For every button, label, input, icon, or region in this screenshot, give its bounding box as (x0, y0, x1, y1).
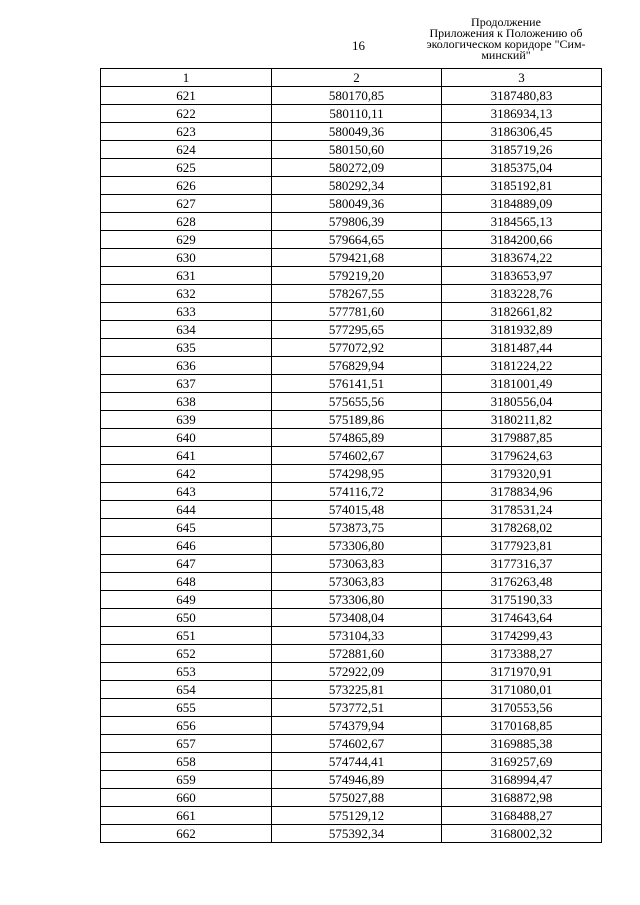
point-number-cell: 653 (101, 663, 272, 681)
x-coordinate-cell: 574602,67 (272, 735, 442, 753)
point-number-cell: 633 (101, 303, 272, 321)
table-header-row (101, 69, 602, 87)
y-coordinate-cell: 3171080,01 (442, 681, 602, 699)
table-row (101, 321, 602, 339)
y-coordinate-cell: 3181932,89 (442, 321, 602, 339)
table-row (101, 393, 602, 411)
y-coordinate-cell: 3182661,82 (442, 303, 602, 321)
y-coordinate-cell: 3178834,96 (442, 483, 602, 501)
x-coordinate-cell: 577072,92 (272, 339, 442, 357)
point-number-cell: 625 (101, 159, 272, 177)
y-coordinate-cell: 3184200,66 (442, 231, 602, 249)
y-coordinate-cell: 3174299,43 (442, 627, 602, 645)
x-coordinate-cell: 580170,85 (272, 87, 442, 105)
table-row (101, 357, 602, 375)
x-coordinate-cell: 573772,51 (272, 699, 442, 717)
table-row (101, 429, 602, 447)
y-coordinate-cell: 3177316,37 (442, 555, 602, 573)
y-coordinate-cell: 3176263,48 (442, 573, 602, 591)
header-line: экологическом коридоре "Сим- (426, 37, 586, 51)
x-coordinate-cell: 573873,75 (272, 519, 442, 537)
point-number-cell: 641 (101, 447, 272, 465)
point-number-cell: 635 (101, 339, 272, 357)
y-coordinate-cell: 3173388,27 (442, 645, 602, 663)
table-body (101, 87, 602, 843)
x-coordinate-cell: 573306,80 (272, 537, 442, 555)
point-number-cell: 627 (101, 195, 272, 213)
table-row (101, 195, 602, 213)
x-coordinate-cell: 580292,34 (272, 177, 442, 195)
table-row (101, 339, 602, 357)
x-coordinate-cell: 574744,41 (272, 753, 442, 771)
point-number-cell: 660 (101, 789, 272, 807)
point-number-cell: 643 (101, 483, 272, 501)
header-line: Приложения к Положению об (429, 26, 583, 40)
y-coordinate-cell: 3168002,32 (442, 825, 602, 843)
x-coordinate-cell: 573104,33 (272, 627, 442, 645)
page-number: 16 (352, 38, 365, 53)
table-row (101, 267, 602, 285)
coordinates-table (100, 68, 602, 843)
point-number-cell: 632 (101, 285, 272, 303)
y-coordinate-cell: 3178268,02 (442, 519, 602, 537)
table-row (101, 663, 602, 681)
table-row (101, 483, 602, 501)
column-header-y: 3 (442, 69, 602, 87)
table-row (101, 213, 602, 231)
table-row (101, 159, 602, 177)
x-coordinate-cell: 575189,86 (272, 411, 442, 429)
point-number-cell: 630 (101, 249, 272, 267)
column-header-x: 2 (272, 69, 442, 87)
y-coordinate-cell: 3168872,98 (442, 789, 602, 807)
point-number-cell: 652 (101, 645, 272, 663)
point-number-cell: 631 (101, 267, 272, 285)
table-row (101, 447, 602, 465)
point-number-cell: 622 (101, 105, 272, 123)
table-row (101, 465, 602, 483)
x-coordinate-cell: 574865,89 (272, 429, 442, 447)
x-coordinate-cell: 578267,55 (272, 285, 442, 303)
x-coordinate-cell: 577781,60 (272, 303, 442, 321)
point-number-cell: 639 (101, 411, 272, 429)
point-number-cell: 626 (101, 177, 272, 195)
y-coordinate-cell: 3178531,24 (442, 501, 602, 519)
table-row (101, 285, 602, 303)
x-coordinate-cell: 573063,83 (272, 573, 442, 591)
table-row (101, 627, 602, 645)
table-row (101, 141, 602, 159)
x-coordinate-cell: 573408,04 (272, 609, 442, 627)
x-coordinate-cell: 577295,65 (272, 321, 442, 339)
x-coordinate-cell: 574116,72 (272, 483, 442, 501)
table-row (101, 105, 602, 123)
point-number-cell: 661 (101, 807, 272, 825)
point-number-cell: 659 (101, 771, 272, 789)
y-coordinate-cell: 3183653,97 (442, 267, 602, 285)
y-coordinate-cell: 3180556,04 (442, 393, 602, 411)
x-coordinate-cell: 579806,39 (272, 213, 442, 231)
table-row (101, 249, 602, 267)
x-coordinate-cell: 576141,51 (272, 375, 442, 393)
y-coordinate-cell: 3181487,44 (442, 339, 602, 357)
table-row (101, 735, 602, 753)
x-coordinate-cell: 576829,94 (272, 357, 442, 375)
x-coordinate-cell: 579664,65 (272, 231, 442, 249)
point-number-cell: 647 (101, 555, 272, 573)
table-row (101, 87, 602, 105)
table-row (101, 789, 602, 807)
table-row (101, 753, 602, 771)
x-coordinate-cell: 574298,95 (272, 465, 442, 483)
x-coordinate-cell: 573225,81 (272, 681, 442, 699)
appendix-header-note (418, 17, 594, 61)
point-number-cell: 637 (101, 375, 272, 393)
x-coordinate-cell: 573306,80 (272, 591, 442, 609)
x-coordinate-cell: 575129,12 (272, 807, 442, 825)
point-number-cell: 638 (101, 393, 272, 411)
x-coordinate-cell: 575392,34 (272, 825, 442, 843)
table-row (101, 411, 602, 429)
table-row (101, 303, 602, 321)
point-number-cell: 648 (101, 573, 272, 591)
y-coordinate-cell: 3170553,56 (442, 699, 602, 717)
y-coordinate-cell: 3185192,81 (442, 177, 602, 195)
y-coordinate-cell: 3171970,91 (442, 663, 602, 681)
point-number-cell: 662 (101, 825, 272, 843)
y-coordinate-cell: 3169885,38 (442, 735, 602, 753)
point-number-cell: 645 (101, 519, 272, 537)
table-row (101, 609, 602, 627)
table-row (101, 501, 602, 519)
point-number-cell: 655 (101, 699, 272, 717)
x-coordinate-cell: 580049,36 (272, 195, 442, 213)
point-number-cell: 656 (101, 717, 272, 735)
table-row (101, 375, 602, 393)
y-coordinate-cell: 3181001,49 (442, 375, 602, 393)
table-row (101, 123, 602, 141)
y-coordinate-cell: 3186306,45 (442, 123, 602, 141)
y-coordinate-cell: 3179624,63 (442, 447, 602, 465)
point-number-cell: 624 (101, 141, 272, 159)
x-coordinate-cell: 580110,11 (272, 105, 442, 123)
point-number-cell: 636 (101, 357, 272, 375)
y-coordinate-cell: 3185375,04 (442, 159, 602, 177)
column-header-number: 1 (101, 69, 272, 87)
y-coordinate-cell: 3175190,33 (442, 591, 602, 609)
x-coordinate-cell: 580272,09 (272, 159, 442, 177)
table-row (101, 681, 602, 699)
x-coordinate-cell: 575027,88 (272, 789, 442, 807)
point-number-cell: 650 (101, 609, 272, 627)
table-row (101, 591, 602, 609)
y-coordinate-cell: 3186934,13 (442, 105, 602, 123)
y-coordinate-cell: 3169257,69 (442, 753, 602, 771)
y-coordinate-cell: 3184565,13 (442, 213, 602, 231)
point-number-cell: 623 (101, 123, 272, 141)
point-number-cell: 658 (101, 753, 272, 771)
point-number-cell: 657 (101, 735, 272, 753)
y-coordinate-cell: 3180211,82 (442, 411, 602, 429)
x-coordinate-cell: 575655,56 (272, 393, 442, 411)
y-coordinate-cell: 3179320,91 (442, 465, 602, 483)
y-coordinate-cell: 3170168,85 (442, 717, 602, 735)
x-coordinate-cell: 580150,60 (272, 141, 442, 159)
point-number-cell: 629 (101, 231, 272, 249)
point-number-cell: 654 (101, 681, 272, 699)
y-coordinate-cell: 3179887,85 (442, 429, 602, 447)
table-row (101, 231, 602, 249)
point-number-cell: 651 (101, 627, 272, 645)
y-coordinate-cell: 3174643,64 (442, 609, 602, 627)
x-coordinate-cell: 572881,60 (272, 645, 442, 663)
y-coordinate-cell: 3177923,81 (442, 537, 602, 555)
header-line: минский" (481, 48, 531, 62)
y-coordinate-cell: 3181224,22 (442, 357, 602, 375)
table-row (101, 177, 602, 195)
point-number-cell: 649 (101, 591, 272, 609)
point-number-cell: 642 (101, 465, 272, 483)
point-number-cell: 621 (101, 87, 272, 105)
x-coordinate-cell: 574379,94 (272, 717, 442, 735)
x-coordinate-cell: 579219,20 (272, 267, 442, 285)
x-coordinate-cell: 574015,48 (272, 501, 442, 519)
table-row (101, 717, 602, 735)
table-row (101, 825, 602, 843)
point-number-cell: 628 (101, 213, 272, 231)
point-number-cell: 646 (101, 537, 272, 555)
x-coordinate-cell: 574602,67 (272, 447, 442, 465)
y-coordinate-cell: 3183228,76 (442, 285, 602, 303)
table-row (101, 645, 602, 663)
header-line: Продолжение (471, 15, 541, 29)
y-coordinate-cell: 3183674,22 (442, 249, 602, 267)
y-coordinate-cell: 3168488,27 (442, 807, 602, 825)
y-coordinate-cell: 3168994,47 (442, 771, 602, 789)
table-row (101, 771, 602, 789)
table-row (101, 519, 602, 537)
x-coordinate-cell: 574946,89 (272, 771, 442, 789)
table-row (101, 699, 602, 717)
table-row (101, 537, 602, 555)
y-coordinate-cell: 3185719,26 (442, 141, 602, 159)
table-row (101, 807, 602, 825)
point-number-cell: 634 (101, 321, 272, 339)
x-coordinate-cell: 580049,36 (272, 123, 442, 141)
table-row (101, 555, 602, 573)
point-number-cell: 644 (101, 501, 272, 519)
x-coordinate-cell: 572922,09 (272, 663, 442, 681)
y-coordinate-cell: 3187480,83 (442, 87, 602, 105)
x-coordinate-cell: 573063,83 (272, 555, 442, 573)
table-row (101, 573, 602, 591)
y-coordinate-cell: 3184889,09 (442, 195, 602, 213)
x-coordinate-cell: 579421,68 (272, 249, 442, 267)
point-number-cell: 640 (101, 429, 272, 447)
